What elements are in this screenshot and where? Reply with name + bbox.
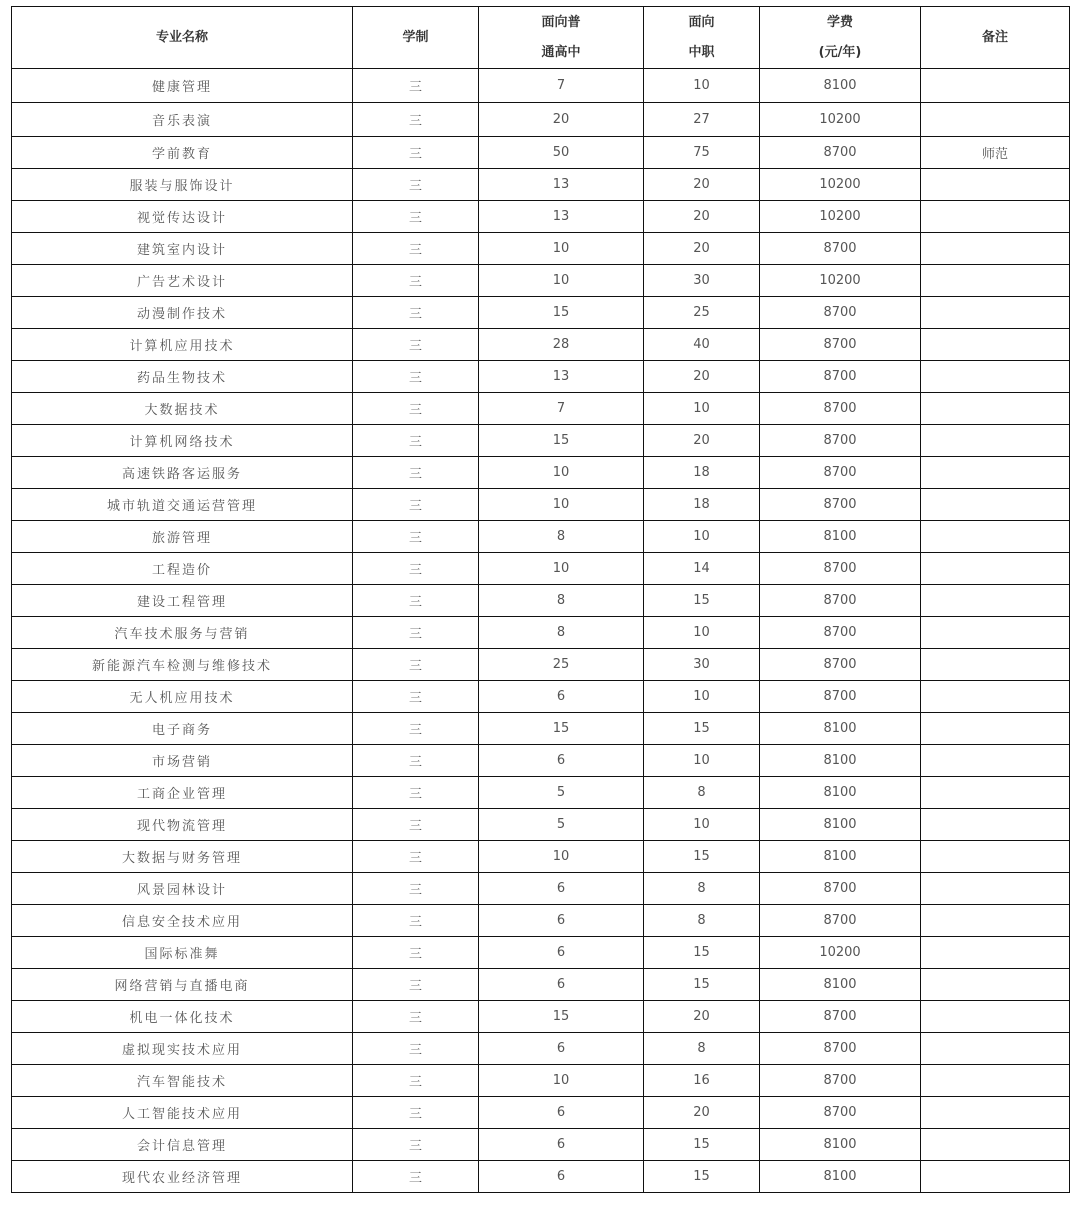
table-row xyxy=(12,329,1070,361)
cell-tuition: 8700 xyxy=(760,649,921,681)
table-row xyxy=(12,585,1070,617)
cell-remark: 师范 xyxy=(921,137,1070,169)
cell-duration: 三 xyxy=(353,201,479,233)
cell-major-name: 现代物流管理 xyxy=(12,809,353,841)
cell-general-quota: 15 xyxy=(479,425,644,457)
table-row xyxy=(12,69,1070,103)
cell-tuition: 8700 xyxy=(760,873,921,905)
cell-vocational-quota: 15 xyxy=(644,585,760,617)
enrollment-table xyxy=(11,6,1070,1193)
cell-general-quota: 10 xyxy=(479,265,644,297)
cell-vocational-quota: 10 xyxy=(644,745,760,777)
cell-general-quota: 8 xyxy=(479,585,644,617)
cell-duration: 三 xyxy=(353,585,479,617)
cell-remark xyxy=(921,585,1070,617)
cell-remark xyxy=(921,1065,1070,1097)
cell-general-quota: 15 xyxy=(479,297,644,329)
cell-vocational-quota: 15 xyxy=(644,969,760,1001)
cell-tuition: 8700 xyxy=(760,681,921,713)
cell-general-quota: 6 xyxy=(479,937,644,969)
cell-general-quota: 6 xyxy=(479,1129,644,1161)
cell-vocational-quota: 75 xyxy=(644,137,760,169)
table-row xyxy=(12,745,1070,777)
cell-remark xyxy=(921,745,1070,777)
cell-tuition: 8700 xyxy=(760,617,921,649)
cell-duration: 三 xyxy=(353,1161,479,1193)
table-row xyxy=(12,969,1070,1001)
cell-duration: 三 xyxy=(353,297,479,329)
cell-tuition: 8100 xyxy=(760,1129,921,1161)
table-row xyxy=(12,553,1070,585)
cell-general-quota: 13 xyxy=(479,169,644,201)
cell-duration: 三 xyxy=(353,393,479,425)
cell-remark xyxy=(921,809,1070,841)
cell-major-name: 市场营销 xyxy=(12,745,353,777)
cell-remark xyxy=(921,329,1070,361)
cell-remark xyxy=(921,617,1070,649)
table-row xyxy=(12,649,1070,681)
cell-vocational-quota: 18 xyxy=(644,457,760,489)
cell-duration: 三 xyxy=(353,489,479,521)
cell-tuition: 8700 xyxy=(760,329,921,361)
cell-remark xyxy=(921,457,1070,489)
table-row xyxy=(12,809,1070,841)
cell-duration: 三 xyxy=(353,905,479,937)
cell-major-name: 城市轨道交通运营管理 xyxy=(12,489,353,521)
cell-tuition: 8700 xyxy=(760,361,921,393)
cell-duration: 三 xyxy=(353,1033,479,1065)
cell-major-name: 风景园林设计 xyxy=(12,873,353,905)
cell-vocational-quota: 15 xyxy=(644,841,760,873)
cell-tuition: 8700 xyxy=(760,297,921,329)
table-row xyxy=(12,873,1070,905)
cell-major-name: 动漫制作技术 xyxy=(12,297,353,329)
cell-remark xyxy=(921,69,1070,103)
cell-major-name: 视觉传达设计 xyxy=(12,201,353,233)
cell-remark xyxy=(921,169,1070,201)
cell-vocational-quota: 30 xyxy=(644,265,760,297)
cell-duration: 三 xyxy=(353,713,479,745)
table-row xyxy=(12,681,1070,713)
table-row xyxy=(12,265,1070,297)
cell-tuition: 8700 xyxy=(760,489,921,521)
cell-tuition: 8700 xyxy=(760,585,921,617)
cell-duration: 三 xyxy=(353,329,479,361)
cell-vocational-quota: 16 xyxy=(644,1065,760,1097)
cell-tuition: 8700 xyxy=(760,425,921,457)
cell-remark xyxy=(921,905,1070,937)
cell-remark xyxy=(921,1033,1070,1065)
cell-vocational-quota: 10 xyxy=(644,617,760,649)
cell-major-name: 广告艺术设计 xyxy=(12,265,353,297)
cell-duration: 三 xyxy=(353,681,479,713)
cell-remark xyxy=(921,841,1070,873)
cell-vocational-quota: 20 xyxy=(644,1001,760,1033)
cell-vocational-quota: 10 xyxy=(644,521,760,553)
cell-remark xyxy=(921,265,1070,297)
cell-general-quota: 6 xyxy=(479,905,644,937)
cell-remark xyxy=(921,521,1070,553)
table-row xyxy=(12,489,1070,521)
cell-general-quota: 10 xyxy=(479,457,644,489)
cell-duration: 三 xyxy=(353,265,479,297)
cell-tuition: 8700 xyxy=(760,1033,921,1065)
cell-duration: 三 xyxy=(353,553,479,585)
cell-tuition: 10200 xyxy=(760,265,921,297)
cell-vocational-quota: 8 xyxy=(644,777,760,809)
cell-general-quota: 15 xyxy=(479,713,644,745)
cell-remark xyxy=(921,103,1070,137)
cell-vocational-quota: 20 xyxy=(644,361,760,393)
cell-major-name: 音乐表演 xyxy=(12,103,353,137)
cell-general-quota: 10 xyxy=(479,489,644,521)
cell-duration: 三 xyxy=(353,649,479,681)
cell-major-name: 服装与服饰设计 xyxy=(12,169,353,201)
cell-vocational-quota: 15 xyxy=(644,1129,760,1161)
cell-general-quota: 10 xyxy=(479,841,644,873)
cell-duration: 三 xyxy=(353,873,479,905)
cell-major-name: 建设工程管理 xyxy=(12,585,353,617)
cell-remark xyxy=(921,873,1070,905)
cell-general-quota: 10 xyxy=(479,233,644,265)
header-vocational: 面向 中职 xyxy=(644,7,760,69)
table-row xyxy=(12,777,1070,809)
cell-remark xyxy=(921,1161,1070,1193)
cell-duration: 三 xyxy=(353,969,479,1001)
cell-tuition: 8700 xyxy=(760,1065,921,1097)
cell-remark xyxy=(921,937,1070,969)
cell-general-quota: 6 xyxy=(479,873,644,905)
table-row xyxy=(12,1065,1070,1097)
cell-vocational-quota: 15 xyxy=(644,713,760,745)
cell-tuition: 8100 xyxy=(760,69,921,103)
cell-general-quota: 25 xyxy=(479,649,644,681)
cell-major-name: 大数据技术 xyxy=(12,393,353,425)
table-row xyxy=(12,617,1070,649)
cell-vocational-quota: 15 xyxy=(644,937,760,969)
cell-major-name: 人工智能技术应用 xyxy=(12,1097,353,1129)
cell-general-quota: 15 xyxy=(479,1001,644,1033)
cell-general-quota: 6 xyxy=(479,1033,644,1065)
cell-remark xyxy=(921,1001,1070,1033)
cell-tuition: 8100 xyxy=(760,1161,921,1193)
cell-duration: 三 xyxy=(353,841,479,873)
cell-major-name: 机电一体化技术 xyxy=(12,1001,353,1033)
cell-vocational-quota: 20 xyxy=(644,201,760,233)
cell-major-name: 网络营销与直播电商 xyxy=(12,969,353,1001)
cell-vocational-quota: 30 xyxy=(644,649,760,681)
cell-remark xyxy=(921,681,1070,713)
cell-general-quota: 5 xyxy=(479,777,644,809)
cell-general-quota: 6 xyxy=(479,745,644,777)
cell-remark xyxy=(921,1129,1070,1161)
cell-remark xyxy=(921,777,1070,809)
cell-tuition: 10200 xyxy=(760,937,921,969)
cell-vocational-quota: 10 xyxy=(644,393,760,425)
cell-vocational-quota: 20 xyxy=(644,1097,760,1129)
cell-general-quota: 6 xyxy=(479,1161,644,1193)
cell-vocational-quota: 8 xyxy=(644,873,760,905)
cell-duration: 三 xyxy=(353,777,479,809)
cell-duration: 三 xyxy=(353,1065,479,1097)
cell-general-quota: 13 xyxy=(479,361,644,393)
cell-remark xyxy=(921,425,1070,457)
cell-vocational-quota: 27 xyxy=(644,103,760,137)
cell-duration: 三 xyxy=(353,1129,479,1161)
table-row xyxy=(12,425,1070,457)
cell-major-name: 汽车智能技术 xyxy=(12,1065,353,1097)
cell-tuition: 8700 xyxy=(760,1097,921,1129)
table-row xyxy=(12,137,1070,169)
cell-vocational-quota: 10 xyxy=(644,681,760,713)
cell-major-name: 电子商务 xyxy=(12,713,353,745)
cell-major-name: 现代农业经济管理 xyxy=(12,1161,353,1193)
cell-major-name: 健康管理 xyxy=(12,69,353,103)
enrollment-table-wrapper xyxy=(11,6,1069,1193)
cell-remark xyxy=(921,297,1070,329)
table-body xyxy=(12,69,1070,1193)
cell-major-name: 虚拟现实技术应用 xyxy=(12,1033,353,1065)
table-row xyxy=(12,937,1070,969)
table-row xyxy=(12,103,1070,137)
cell-major-name: 新能源汽车检测与维修技术 xyxy=(12,649,353,681)
cell-duration: 三 xyxy=(353,103,479,137)
cell-tuition: 8100 xyxy=(760,745,921,777)
cell-general-quota: 6 xyxy=(479,681,644,713)
cell-general-quota: 13 xyxy=(479,201,644,233)
cell-general-quota: 7 xyxy=(479,393,644,425)
cell-tuition: 8100 xyxy=(760,809,921,841)
cell-general-quota: 10 xyxy=(479,553,644,585)
cell-vocational-quota: 15 xyxy=(644,1161,760,1193)
cell-tuition: 10200 xyxy=(760,201,921,233)
cell-vocational-quota: 10 xyxy=(644,69,760,103)
cell-tuition: 8100 xyxy=(760,969,921,1001)
cell-major-name: 国际标准舞 xyxy=(12,937,353,969)
cell-vocational-quota: 40 xyxy=(644,329,760,361)
cell-vocational-quota: 10 xyxy=(644,809,760,841)
cell-tuition: 8700 xyxy=(760,457,921,489)
cell-major-name: 药品生物技术 xyxy=(12,361,353,393)
cell-general-quota: 10 xyxy=(479,1065,644,1097)
cell-tuition: 8700 xyxy=(760,1001,921,1033)
cell-major-name: 计算机网络技术 xyxy=(12,425,353,457)
table-row xyxy=(12,841,1070,873)
cell-tuition: 8700 xyxy=(760,233,921,265)
cell-duration: 三 xyxy=(353,809,479,841)
cell-tuition: 10200 xyxy=(760,169,921,201)
cell-major-name: 旅游管理 xyxy=(12,521,353,553)
cell-duration: 三 xyxy=(353,1001,479,1033)
cell-remark xyxy=(921,649,1070,681)
cell-general-quota: 20 xyxy=(479,103,644,137)
cell-remark xyxy=(921,713,1070,745)
cell-major-name: 学前教育 xyxy=(12,137,353,169)
cell-major-name: 计算机应用技术 xyxy=(12,329,353,361)
table-row xyxy=(12,361,1070,393)
table-row xyxy=(12,1097,1070,1129)
header-general-high-school: 面向普 通高中 xyxy=(479,7,644,69)
cell-duration: 三 xyxy=(353,745,479,777)
cell-major-name: 无人机应用技术 xyxy=(12,681,353,713)
cell-duration: 三 xyxy=(353,425,479,457)
cell-duration: 三 xyxy=(353,617,479,649)
cell-major-name: 大数据与财务管理 xyxy=(12,841,353,873)
cell-general-quota: 7 xyxy=(479,69,644,103)
cell-duration: 三 xyxy=(353,937,479,969)
table-row xyxy=(12,1129,1070,1161)
table-row xyxy=(12,457,1070,489)
cell-vocational-quota: 20 xyxy=(644,233,760,265)
cell-duration: 三 xyxy=(353,361,479,393)
cell-general-quota: 5 xyxy=(479,809,644,841)
table-row xyxy=(12,713,1070,745)
cell-remark xyxy=(921,201,1070,233)
cell-vocational-quota: 20 xyxy=(644,425,760,457)
cell-remark xyxy=(921,489,1070,521)
cell-general-quota: 6 xyxy=(479,1097,644,1129)
cell-vocational-quota: 14 xyxy=(644,553,760,585)
cell-remark xyxy=(921,1097,1070,1129)
table-row xyxy=(12,233,1070,265)
table-row xyxy=(12,521,1070,553)
header-duration: 学制 xyxy=(353,7,479,69)
cell-major-name: 工商企业管理 xyxy=(12,777,353,809)
cell-remark xyxy=(921,361,1070,393)
cell-remark xyxy=(921,393,1070,425)
cell-major-name: 会计信息管理 xyxy=(12,1129,353,1161)
table-row xyxy=(12,1033,1070,1065)
cell-duration: 三 xyxy=(353,457,479,489)
cell-vocational-quota: 8 xyxy=(644,905,760,937)
cell-tuition: 8100 xyxy=(760,713,921,745)
table-row xyxy=(12,201,1070,233)
table-row xyxy=(12,169,1070,201)
cell-general-quota: 8 xyxy=(479,521,644,553)
cell-tuition: 8700 xyxy=(760,553,921,585)
cell-duration: 三 xyxy=(353,233,479,265)
cell-vocational-quota: 25 xyxy=(644,297,760,329)
header-row xyxy=(12,7,1070,69)
cell-general-quota: 28 xyxy=(479,329,644,361)
table-row xyxy=(12,297,1070,329)
cell-major-name: 信息安全技术应用 xyxy=(12,905,353,937)
cell-tuition: 10200 xyxy=(760,103,921,137)
cell-tuition: 8100 xyxy=(760,841,921,873)
cell-tuition: 8700 xyxy=(760,393,921,425)
cell-major-name: 汽车技术服务与营销 xyxy=(12,617,353,649)
cell-tuition: 8100 xyxy=(760,777,921,809)
table-row xyxy=(12,1001,1070,1033)
cell-remark xyxy=(921,553,1070,585)
cell-vocational-quota: 18 xyxy=(644,489,760,521)
cell-major-name: 高速铁路客运服务 xyxy=(12,457,353,489)
cell-duration: 三 xyxy=(353,69,479,103)
cell-general-quota: 6 xyxy=(479,969,644,1001)
cell-duration: 三 xyxy=(353,169,479,201)
cell-remark xyxy=(921,969,1070,1001)
cell-duration: 三 xyxy=(353,137,479,169)
cell-remark xyxy=(921,233,1070,265)
cell-tuition: 8100 xyxy=(760,521,921,553)
header-tuition: 学费 (元/年) xyxy=(760,7,921,69)
cell-tuition: 8700 xyxy=(760,905,921,937)
table-row xyxy=(12,905,1070,937)
table-row xyxy=(12,393,1070,425)
cell-duration: 三 xyxy=(353,1097,479,1129)
header-remark: 备注 xyxy=(921,7,1070,69)
header-major-name: 专业名称 xyxy=(12,7,353,69)
cell-vocational-quota: 8 xyxy=(644,1033,760,1065)
cell-major-name: 建筑室内设计 xyxy=(12,233,353,265)
cell-vocational-quota: 20 xyxy=(644,169,760,201)
cell-general-quota: 8 xyxy=(479,617,644,649)
cell-tuition: 8700 xyxy=(760,137,921,169)
cell-general-quota: 50 xyxy=(479,137,644,169)
cell-duration: 三 xyxy=(353,521,479,553)
table-row xyxy=(12,1161,1070,1193)
cell-major-name: 工程造价 xyxy=(12,553,353,585)
